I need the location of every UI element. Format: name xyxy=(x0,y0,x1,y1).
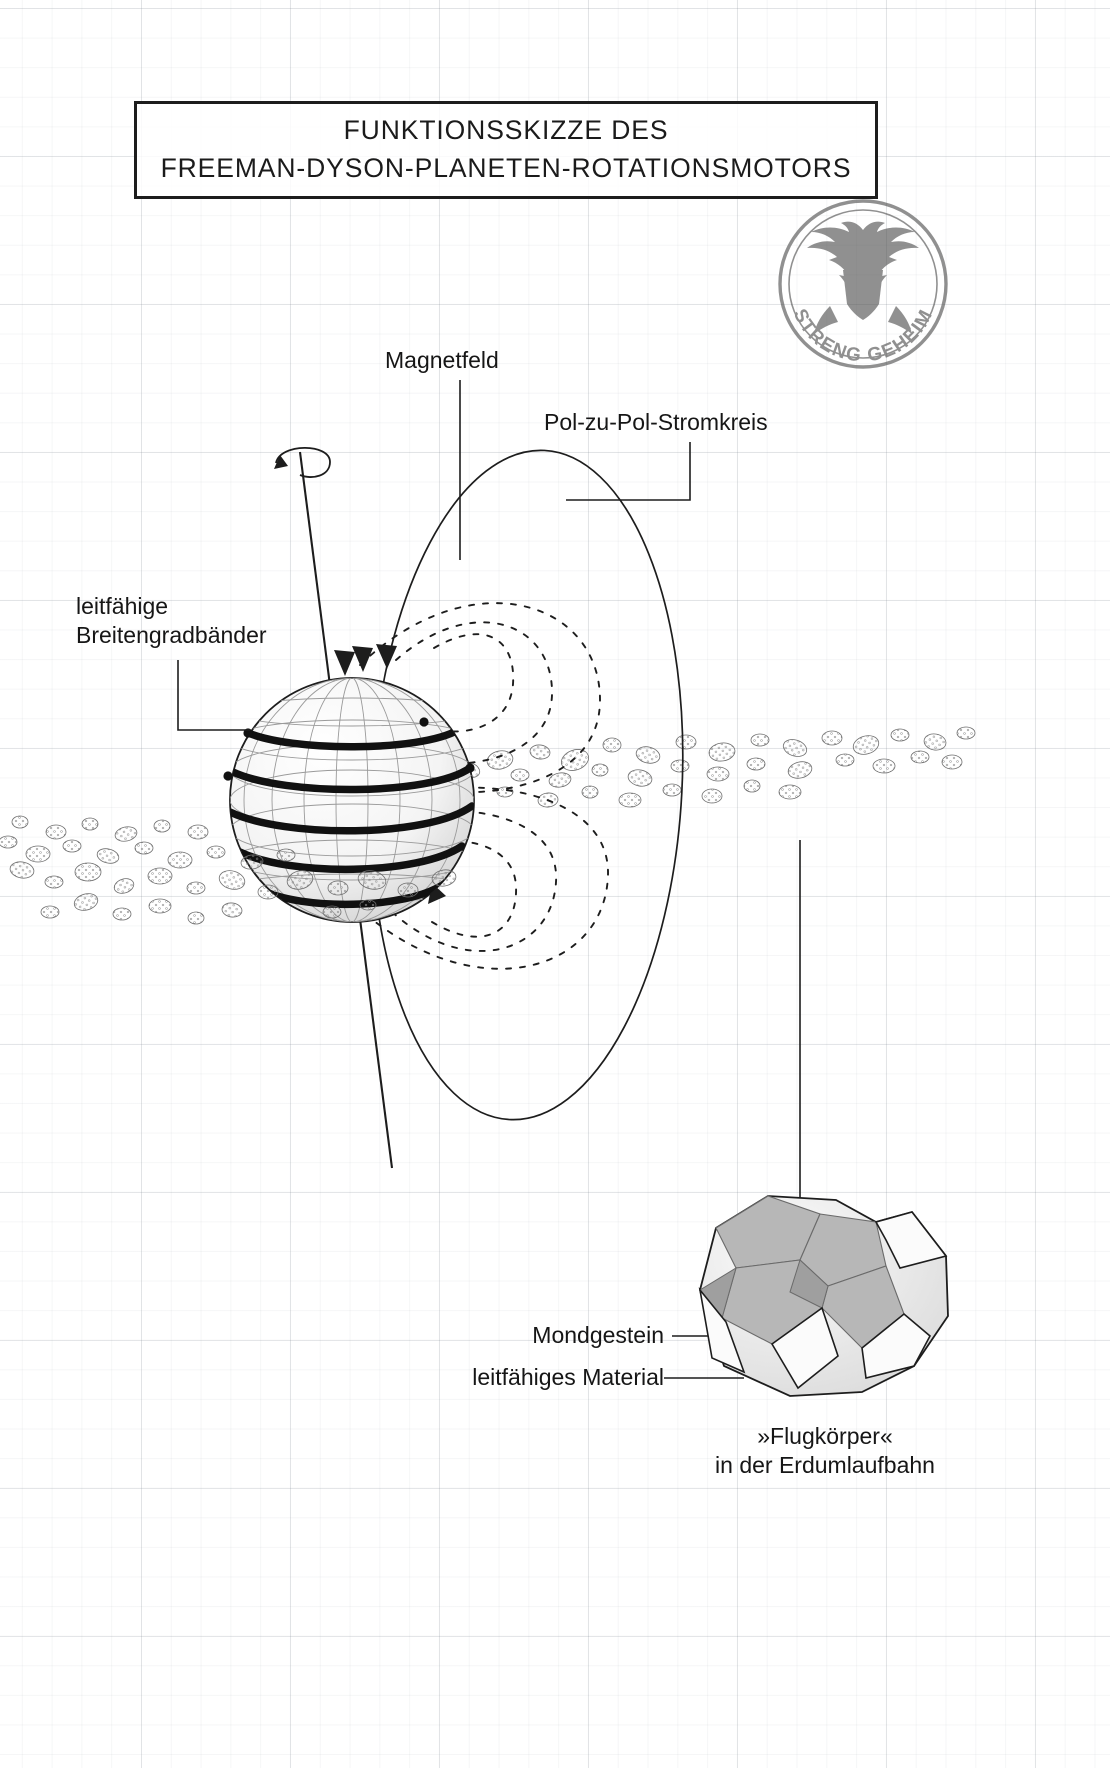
label-pol-zu-pol-stromkreis: Pol-zu-Pol-Stromkreis xyxy=(544,409,768,435)
label-flugkoerper-line-2: in der Erdumlaufbahn xyxy=(715,1452,935,1479)
label-flugkoerper-line-1: »Flugkörper« xyxy=(757,1423,893,1449)
field-arrowheads xyxy=(331,644,446,917)
streng-geheim-stamp xyxy=(748,196,978,386)
flugkoerper-object xyxy=(700,1196,948,1396)
magnetic-field-inner xyxy=(355,603,608,969)
label-mondgestein: Mondgestein xyxy=(532,1322,664,1348)
label-conductive-bands xyxy=(76,592,267,651)
conductive-latitude-bands xyxy=(230,730,472,904)
title-block xyxy=(134,101,878,199)
magnetic-field-outer xyxy=(355,442,700,1127)
label-magnetfeld: Magnetfeld xyxy=(385,347,499,373)
title-line-1: FUNKTIONSSKIZZE DES xyxy=(343,115,669,146)
debris-ring-back xyxy=(458,727,975,808)
label-conductive-bands-line-1: leitfähige xyxy=(76,593,169,619)
title-line-2: FREEMAN-DYSON-PLANETEN-ROTATIONSMOTORS xyxy=(160,153,852,183)
stamp-text: STRENG GEHEIM xyxy=(788,305,938,367)
planet xyxy=(223,678,474,922)
rotation-axis xyxy=(274,448,392,1168)
eagle-icon xyxy=(807,222,919,334)
label-flugkoerper xyxy=(680,1422,970,1481)
label-leitfaehiges-material: leitfähiges Material xyxy=(472,1364,664,1390)
label-conductive-bands-line-2: Breitengradbänder xyxy=(76,622,267,649)
leader-lines xyxy=(178,380,800,1378)
debris-ring-front xyxy=(0,816,457,924)
band-nodes xyxy=(223,717,474,780)
